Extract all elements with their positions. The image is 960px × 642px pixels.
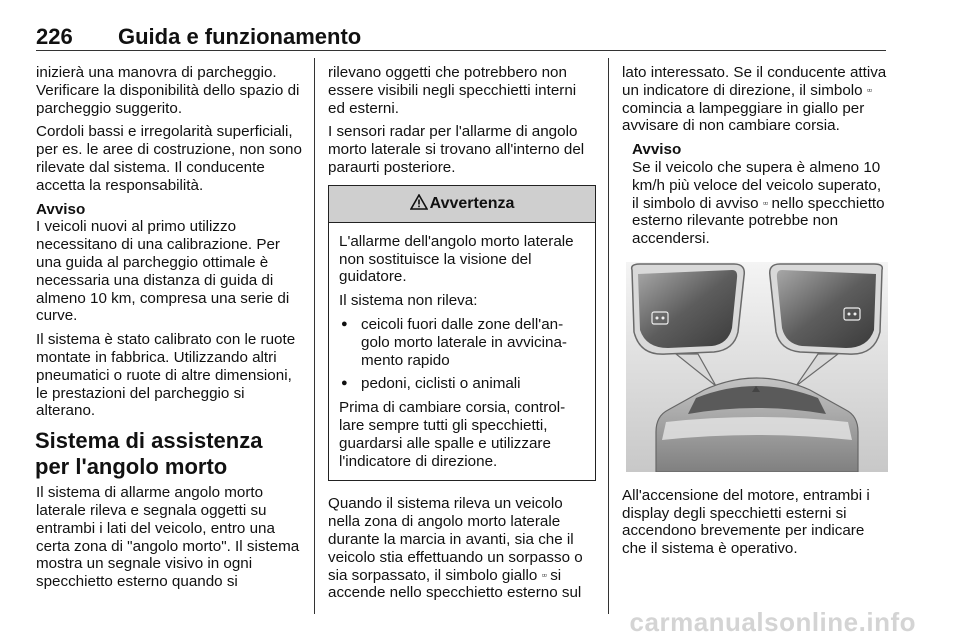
warning-list xyxy=(339,316,585,393)
warning-header xyxy=(329,186,595,223)
text-run: comincia a lampeggiare in giallo per avvisare di non cambiare corsia. xyxy=(622,99,865,135)
page-number: 226 xyxy=(36,24,73,49)
warning-text: Prima di cambiare corsia, controllare sempre tutti gli specchietti, guardarsi alle spalle e utilizzare l'indicatore di direzione. xyxy=(339,399,566,470)
column-3 xyxy=(622,64,890,564)
note-title: Avviso xyxy=(632,141,682,159)
blind-spot-icon: ▫▫ xyxy=(762,197,768,208)
column-1 xyxy=(36,64,302,597)
text-run: nello specchietto esterno rilevante potrebbe non accendersi. xyxy=(632,194,885,248)
column-2 xyxy=(328,64,596,608)
header-rule xyxy=(36,50,886,51)
paragraph: I sensori radar per l'allarme di angolo morto laterale si trovano all'interno del paraurti posteriore. xyxy=(328,123,585,176)
paragraph: Il sistema di allarme angolo morto laterale rileva e segnala oggetti su entrambi i lati del veicolo, entro una certa zona di "angolo morto". Il sistema mostra un segnale visivo in ogni specchietto esterno quando si xyxy=(36,484,300,591)
column-divider-2 xyxy=(608,58,609,614)
list-item: ● pedoni, ciclisti o animali xyxy=(339,375,585,393)
paragraph: inizierà una manovra di parcheggio. Verificare la disponibilità dello spazio di parcheggio suggerito. xyxy=(36,64,300,117)
section-title: Sistema di assistenza per l'angolo morto xyxy=(35,428,263,480)
note-block xyxy=(622,141,890,248)
column-divider-1 xyxy=(314,58,315,614)
blind-spot-icon: ▫▫ xyxy=(866,84,872,95)
warning-box xyxy=(328,185,596,482)
blind-spot-mirror-illustration xyxy=(626,262,888,472)
blind-spot-icon: ▫▫ xyxy=(541,569,546,580)
text-run: Se il veicolo che supera è almeno 10 km/h più veloce del veicolo superato, il simbolo di avviso xyxy=(632,158,882,212)
paragraph: All'accensione del motore, entrambi i display degli specchietti esterni si accendono brevemente per indicare che il sistema è operativo. xyxy=(622,486,870,558)
warning-text: L'allarme dell'angolo morto laterale non sostituisce la visione del guidatore. xyxy=(339,232,574,286)
paragraph xyxy=(328,495,596,602)
note-text: I veicoli nuovi al primo utilizzo necessitano di una calibrazione. Per una guida al parcheggio ottimale è necessaria una distanza di guida di almeno 10 km, compresa una serie di curve. xyxy=(36,218,290,325)
watermark: carmanualsonline.info xyxy=(629,607,916,637)
note-text: Il sistema è stato calibrato con le ruote montate in fabbrica. Utilizzando altri pneumatici o ruote di altre dimensioni, le prestazioni del parcheggio si alterano. xyxy=(36,331,296,420)
warning-title: Avvertenza xyxy=(429,194,515,212)
list-item: ● ceicoli fuori dalle zone dell'angolo morto laterale in avvicinamento rapido xyxy=(339,316,585,369)
paragraph xyxy=(622,64,890,135)
paragraph: rilevano oggetti che potrebbero non essere visibili negli specchietti interni ed esterni. xyxy=(328,64,577,117)
page-title: Guida e funzionamento xyxy=(118,24,362,49)
text-run: lato interessato. Se il conducente attiva un indicatore di direzione, il simbolo xyxy=(622,64,887,99)
warning-body xyxy=(329,223,595,481)
note-title: Avviso xyxy=(36,200,86,218)
warning-triangle-icon xyxy=(410,194,428,210)
paragraph: Cordoli bassi e irregolarità superficiali, per es. le aree di costruzione, non sono rilevate dal sistema. Il conducente accetta la responsabilità. xyxy=(36,123,302,194)
text-run: si accende nello specchietto esterno sul xyxy=(328,566,582,602)
warning-text: Il sistema non rileva: xyxy=(339,292,478,310)
note-text xyxy=(632,159,890,248)
text-run: Quando il sistema rileva un veicolo nella zona di angolo morto laterale durante la marcia in avanti, sia che il veicolo stia effettuando un sorpasso o sia sorpassato, il simbolo giallo xyxy=(328,495,583,584)
